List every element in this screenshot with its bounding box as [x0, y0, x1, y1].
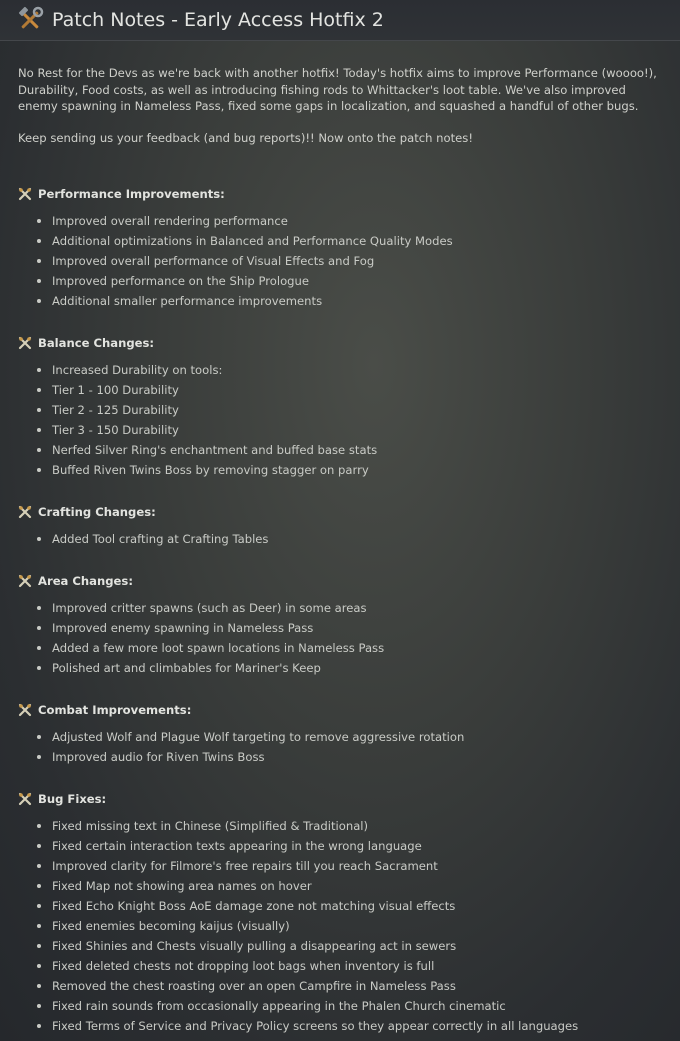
list-item-text: Increased Durability on tools: — [52, 363, 223, 377]
bullet-icon — [37, 279, 41, 283]
list-item — [37, 658, 662, 678]
section-area-changes — [18, 570, 662, 678]
list-item-text: Added Tool crafting at Crafting Tables — [52, 532, 269, 546]
list-item — [37, 916, 662, 936]
intro-feedback-line: Keep sending us your feedback (and bug reports)!! Now onto the patch notes! — [18, 130, 473, 145]
bullet-icon — [37, 606, 41, 610]
list-item-text: Fixed Terms of Service and Privacy Policy screens so they appear correctly in all languages — [52, 1019, 579, 1033]
list-item — [37, 211, 662, 231]
list-item — [37, 856, 662, 876]
list-item — [37, 420, 662, 440]
section-balance-changes — [18, 332, 662, 480]
section-performance-improvements — [18, 183, 662, 311]
list-item-text: Adjusted Wolf and Plague Wolf targeting to remove aggressive rotation — [52, 730, 465, 744]
list-item — [37, 996, 662, 1016]
crossed-swords-icon — [18, 792, 32, 806]
list-item — [37, 876, 662, 896]
bullet-icon — [37, 864, 41, 868]
bullet-icon — [37, 964, 41, 968]
bullet-icon — [37, 884, 41, 888]
page-header — [0, 0, 680, 41]
list-item-text: Improved performance on the Ship Prologue — [52, 274, 310, 288]
section-combat-improvements — [18, 699, 662, 767]
bullet-icon — [37, 408, 41, 412]
list-item — [37, 727, 662, 747]
list-item-text: Nerfed Silver Ring's enchantment and buffed base stats — [52, 443, 378, 457]
section-item-list — [18, 816, 662, 1036]
bullet-icon — [37, 1024, 41, 1028]
bullet-icon — [37, 537, 41, 541]
list-item — [37, 251, 662, 271]
section-heading-text: Bug Fixes: — [38, 792, 107, 806]
sections-container — [18, 183, 662, 1036]
list-item — [37, 529, 662, 549]
list-item — [37, 956, 662, 976]
list-item-text: Tier 3 - 150 Durability — [52, 423, 179, 437]
list-item — [37, 976, 662, 996]
bullet-icon — [37, 755, 41, 759]
list-item-text: Improved overall performance of Visual Effects and Fog — [52, 254, 375, 268]
bullet-icon — [37, 259, 41, 263]
bullet-icon — [37, 984, 41, 988]
section-heading — [18, 501, 662, 523]
list-item — [37, 896, 662, 916]
list-item-text: Additional optimizations in Balanced and Performance Quality Modes — [52, 234, 453, 248]
bullet-icon — [37, 844, 41, 848]
page-title: Patch Notes - Early Access Hotfix 2 — [52, 9, 384, 31]
list-item-text: Fixed Shinies and Chests visually pulling a disappearing act in sewers — [52, 939, 457, 953]
bullet-icon — [37, 428, 41, 432]
list-item-text: Improved clarity for Filmore's free repairs till you reach Sacrament — [52, 859, 438, 873]
section-heading — [18, 699, 662, 721]
bullet-icon — [37, 944, 41, 948]
bullet-icon — [37, 368, 41, 372]
list-item — [37, 816, 662, 836]
section-heading — [18, 183, 662, 205]
list-item — [37, 400, 662, 420]
list-item-text: Improved audio for Riven Twins Boss — [52, 750, 265, 764]
list-item — [37, 936, 662, 956]
list-item — [37, 271, 662, 291]
section-heading — [18, 788, 662, 810]
bullet-icon — [37, 904, 41, 908]
list-item-text: Improved enemy spawning in Nameless Pass — [52, 621, 314, 635]
bullet-icon — [37, 239, 41, 243]
bullet-icon — [37, 388, 41, 392]
list-item — [37, 440, 662, 460]
list-item — [37, 231, 662, 251]
list-item-text: Fixed Map not showing area names on hover — [52, 879, 312, 893]
list-item-text: Polished art and climbables for Mariner's Keep — [52, 661, 321, 675]
list-item — [37, 598, 662, 618]
hammer-wrench-icon — [16, 6, 44, 34]
list-item-text: Fixed certain interaction texts appearing in the wrong language — [52, 839, 422, 853]
section-bug-fixes — [18, 788, 662, 1036]
bullet-icon — [37, 1004, 41, 1008]
bullet-icon — [37, 448, 41, 452]
crossed-swords-icon — [18, 336, 32, 350]
section-crafting-changes — [18, 501, 662, 549]
section-item-list — [18, 727, 662, 767]
list-item-text: Removed the chest roasting over an open Campfire in Nameless Pass — [52, 979, 456, 993]
list-item-text: Added a few more loot spawn locations in Nameless Pass — [52, 641, 385, 655]
list-item-text: Buffed Riven Twins Boss by removing stagger on parry — [52, 463, 369, 477]
list-item-text: Fixed Echo Knight Boss AoE damage zone not matching visual effects — [52, 899, 456, 913]
list-item-text: Improved critter spawns (such as Deer) in some areas — [52, 601, 367, 615]
list-item — [37, 291, 662, 311]
section-item-list — [18, 598, 662, 678]
section-item-list — [18, 211, 662, 311]
section-heading-text: Balance Changes: — [38, 336, 155, 350]
list-item — [37, 460, 662, 480]
bullet-icon — [37, 666, 41, 670]
list-item-text: Fixed deleted chests not dropping loot bags when inventory is full — [52, 959, 435, 973]
list-item-text: Fixed missing text in Chinese (Simplified & Traditional) — [52, 819, 369, 833]
bullet-icon — [37, 299, 41, 303]
list-item-text: Fixed enemies becoming kaijus (visually) — [52, 919, 290, 933]
list-item — [37, 747, 662, 767]
list-item — [37, 836, 662, 856]
list-item-text: Fixed rain sounds from occasionally appearing in the Phalen Church cinematic — [52, 999, 506, 1013]
crossed-swords-icon — [18, 187, 32, 201]
list-item — [37, 360, 662, 380]
bullet-icon — [37, 468, 41, 472]
patch-notes-body — [0, 41, 680, 1036]
crossed-swords-icon — [18, 703, 32, 717]
list-item-text: Improved overall rendering performance — [52, 214, 288, 228]
bullet-icon — [37, 924, 41, 928]
list-item — [37, 1016, 662, 1036]
list-item-text: Additional smaller performance improvements — [52, 294, 323, 308]
section-heading — [18, 570, 662, 592]
bullet-icon — [37, 626, 41, 630]
section-heading-text: Combat Improvements: — [38, 703, 192, 717]
intro-paragraph: No Rest for the Devs as we're back with another hotfix! Today's hotfix aims to improve Performance (woooo!), Durability, Food costs, as well as introducing fishing rods to Whittacker's loot table. We've also improved enemy spawning in Nameless Pass, fixed some gaps in localization, and squashed a handful of other bugs. — [18, 66, 657, 113]
list-item-text: Tier 1 - 100 Durability — [52, 383, 179, 397]
section-item-list — [18, 529, 662, 549]
section-heading-text: Crafting Changes: — [38, 505, 156, 519]
bullet-icon — [37, 824, 41, 828]
section-heading-text: Area Changes: — [38, 574, 133, 588]
list-item-text: Tier 2 - 125 Durability — [52, 403, 179, 417]
crossed-swords-icon — [18, 574, 32, 588]
list-item — [37, 380, 662, 400]
section-heading-text: Performance Improvements: — [38, 187, 225, 201]
section-item-list — [18, 360, 662, 480]
bullet-icon — [37, 646, 41, 650]
section-heading — [18, 332, 662, 354]
list-item — [37, 638, 662, 658]
crossed-swords-icon — [18, 505, 32, 519]
bullet-icon — [37, 735, 41, 739]
bullet-icon — [37, 219, 41, 223]
list-item — [37, 618, 662, 638]
